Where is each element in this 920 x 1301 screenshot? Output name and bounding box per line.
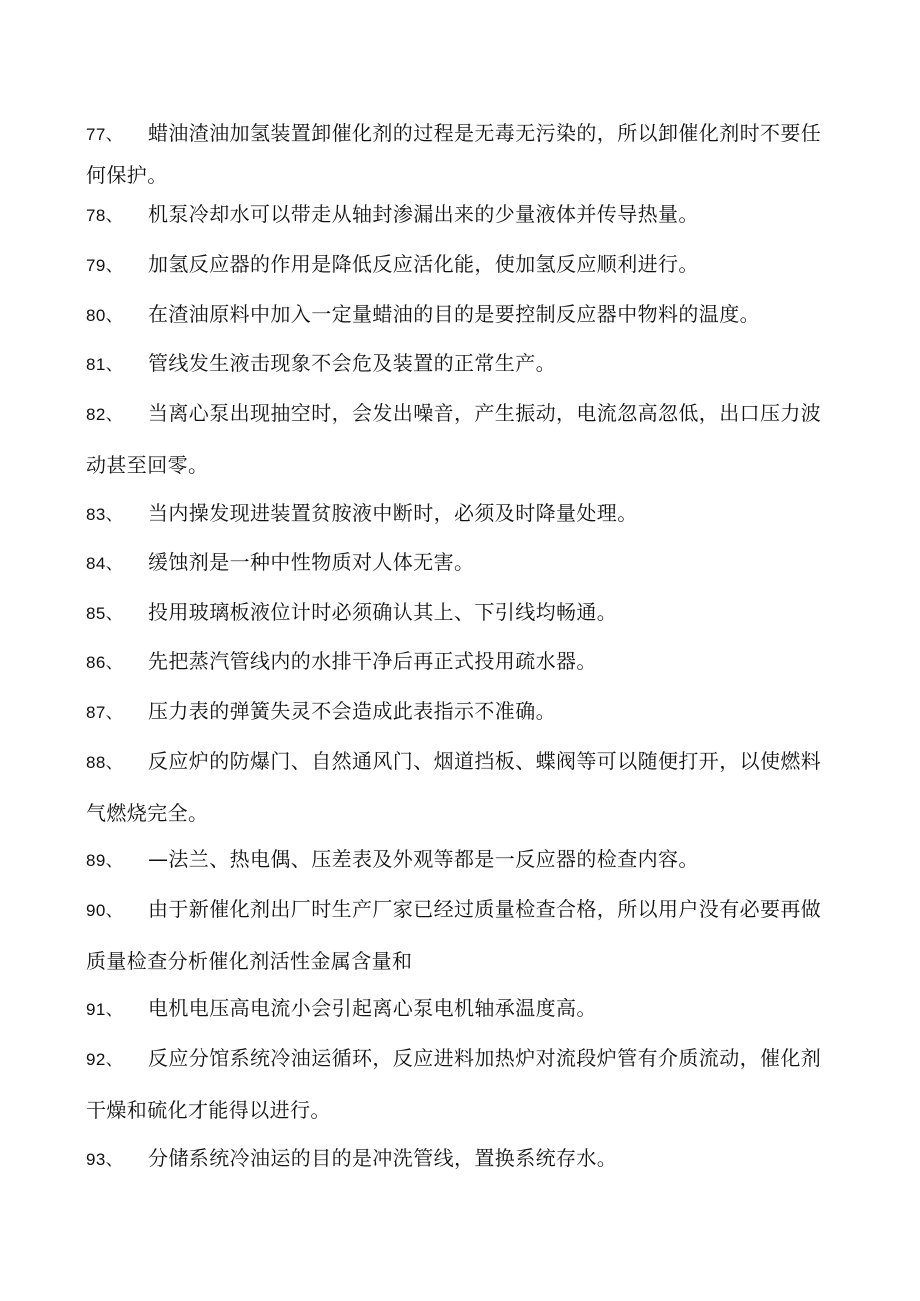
question-number: 81、 <box>86 355 124 374</box>
question-item <box>86 338 826 390</box>
question-number: 79、 <box>86 256 124 275</box>
question-text: 当内操发现进装置贫胺液中断时，必须及时降量处理。 <box>148 501 638 525</box>
question-item <box>86 884 826 986</box>
question-number: 82、 <box>86 405 124 424</box>
question-text: 缓蚀剂是一种中性物质对人体无害。 <box>148 550 475 574</box>
question-number: 80、 <box>86 306 124 325</box>
question-number: 92、 <box>86 1050 124 1069</box>
question-number: 85、 <box>86 604 124 623</box>
question-number: 86、 <box>86 653 124 672</box>
question-item <box>86 537 826 589</box>
question-number: 89、 <box>86 851 124 870</box>
question-text: 压力表的弹簧失灵不会造成此表指示不准确。 <box>148 699 556 723</box>
question-item <box>86 636 826 688</box>
question-text: 先把蒸汽管线内的水排干净后再正式投用疏水器。 <box>148 649 597 673</box>
question-number: 93、 <box>86 1150 124 1169</box>
question-item <box>86 289 826 341</box>
question-text: 管线发生液击现象不会危及装置的正常生产。 <box>148 351 556 375</box>
question-text: 蜡油渣油加氢装置卸催化剂的过程是无毒无污染的，所以卸催化剂时不要任何保护。 <box>86 121 822 187</box>
question-number: 91、 <box>86 1000 124 1019</box>
question-text: 分储系统冷油运的目的是冲洗管线，置换系统存水。 <box>148 1146 618 1170</box>
question-text: 由于新催化剂出厂时生产厂家已经过质量检查合格，所以用户没有必要再做质量检查分析催化剂活性金属含量和 <box>86 897 822 973</box>
question-number: 78、 <box>86 206 124 225</box>
question-number: 88、 <box>86 753 124 772</box>
question-text: 投用玻璃板液位计时必须确认其上、下引线均畅通。 <box>148 600 618 624</box>
question-text: 机泵冷却水可以带走从轴封渗漏出来的少量液体并传导热量。 <box>148 202 699 226</box>
question-text: 在渣油原料中加入一定量蜡油的目的是要控制反应器中物料的温度。 <box>148 302 760 326</box>
question-text: 反应炉的防爆门、自然通风门、烟道挡板、蝶阀等可以随便打开，以使燃料气燃烧完全。 <box>86 749 822 825</box>
question-item <box>86 189 826 241</box>
question-text: 电机电压高电流小会引起离心泵电机轴承温度高。 <box>148 996 597 1020</box>
question-item <box>86 736 826 838</box>
question-number: 90、 <box>86 901 124 920</box>
question-item <box>86 488 826 540</box>
question-item <box>86 113 826 195</box>
question-item <box>86 1033 826 1135</box>
question-item <box>86 834 826 886</box>
question-item <box>86 686 826 738</box>
question-item <box>86 587 826 639</box>
question-text: —法兰、热电偶、压差表及外观等都是一反应器的检查内容。 <box>148 847 699 871</box>
question-item <box>86 983 826 1035</box>
question-item <box>86 1133 826 1185</box>
question-text: 当离心泵出现抽空时，会发出噪音，产生振动，电流忽高忽低，出口压力波动甚至回零。 <box>86 401 822 477</box>
question-text: 加氢反应器的作用是降低反应活化能，使加氢反应顺利进行。 <box>148 252 699 276</box>
question-item <box>86 239 826 291</box>
question-item <box>86 388 826 490</box>
question-number: 84、 <box>86 554 124 573</box>
question-text: 反应分馆系统冷油运循环，反应进料加热炉对流段炉管有介质流动，催化剂干燥和硫化才能得以进行。 <box>86 1046 822 1122</box>
question-number: 87、 <box>86 703 124 722</box>
question-number: 83、 <box>86 505 124 524</box>
question-number: 77、 <box>86 125 124 144</box>
